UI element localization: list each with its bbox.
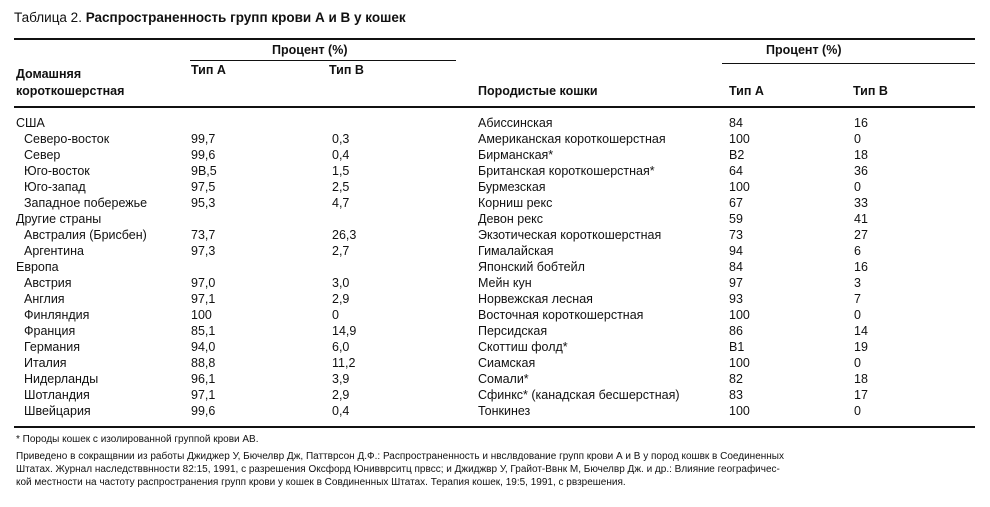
- type-b-value: 0: [854, 180, 861, 194]
- breed-name: Норвежская лесная: [478, 292, 593, 306]
- type-a-value: 82: [729, 372, 743, 386]
- type-b-value: 0: [854, 356, 861, 370]
- type-a-value: 100: [729, 404, 750, 418]
- type-b-value: 0: [854, 404, 861, 418]
- type-b-value: 6: [854, 244, 861, 258]
- left-percent-header: Процент (%): [272, 43, 348, 57]
- type-b-value: 0,4: [332, 404, 350, 418]
- type-a-value: 100: [729, 180, 750, 194]
- breed-name: Корниш рекс: [478, 196, 553, 210]
- type-a-value: 97,5: [191, 180, 216, 194]
- type-a-value: 100: [729, 308, 750, 322]
- type-a-value: 93: [729, 292, 743, 306]
- breed-name: Британская короткошерстная*: [478, 164, 655, 178]
- row-name: Аргентина: [24, 244, 84, 258]
- row-name: Франция: [24, 324, 76, 338]
- type-b-value: 0: [854, 132, 861, 146]
- type-a-value: 73: [729, 228, 743, 242]
- type-b-value: 2,7: [332, 244, 350, 258]
- type-a-value: В1: [729, 340, 745, 354]
- breed-name: Мейн кун: [478, 276, 532, 290]
- type-a-value: 100: [191, 308, 212, 322]
- type-b-value: 3: [854, 276, 861, 290]
- left-name-header-line2: короткошерстная: [16, 84, 125, 98]
- table-title-main: Распространенность групп крови А и В у кошек: [85, 10, 406, 25]
- row-name: Север: [24, 148, 61, 162]
- type-b-value: 0: [854, 308, 861, 322]
- header-bottom-rule: [14, 106, 975, 108]
- type-a-value: 83: [729, 388, 743, 402]
- footnote-source-line-3: кой местности на частоту распространения групп крови у кошек в Совдиненных Штатах. Терапия кошек, 19:5, 1991, с рвзрешения.: [16, 477, 626, 488]
- type-b-value: 18: [854, 148, 868, 162]
- type-b-value: 17: [854, 388, 868, 402]
- type-a-value: 100: [729, 356, 750, 370]
- breed-name: Сомали*: [478, 372, 529, 386]
- type-b-value: 4,7: [332, 196, 350, 210]
- breed-name: Американская короткошерстная: [478, 132, 666, 146]
- left-type-a-header: Тип А: [191, 63, 226, 77]
- type-a-value: 96,1: [191, 372, 216, 386]
- right-type-a-header: Тип А: [729, 84, 764, 98]
- type-a-value: 94: [729, 244, 743, 258]
- type-a-value: 64: [729, 164, 743, 178]
- footnote-source-line-1: Приведено в сокращвнии из работы Джиджер У, Бючелвр Дж, Паттврсон Д.Ф.: Распространенность и нвслвдование групп крови А и В у пород кошвк в Соединенных: [16, 451, 784, 462]
- row-name: Германия: [24, 340, 81, 354]
- type-b-value: 14: [854, 324, 868, 338]
- row-name: Северо-восток: [24, 132, 110, 146]
- type-a-value: 97,1: [191, 388, 216, 402]
- type-a-value: 86: [729, 324, 743, 338]
- type-a-value: 95,3: [191, 196, 216, 210]
- right-name-header: Породистые кошки: [478, 84, 598, 98]
- type-a-value: 97,1: [191, 292, 216, 306]
- type-a-value: 99,6: [191, 148, 216, 162]
- bottom-rule: [14, 426, 975, 428]
- breed-name: Бурмезская: [478, 180, 546, 194]
- type-b-value: 19: [854, 340, 868, 354]
- footnote-asterisk: * Породы кошек с изолированной группой крови АВ.: [16, 434, 259, 445]
- row-name: Юго-восток: [24, 164, 90, 178]
- type-b-value: 2,9: [332, 292, 350, 306]
- row-name: Швейцария: [24, 404, 91, 418]
- type-a-value: 73,7: [191, 228, 216, 242]
- type-a-value: 94,0: [191, 340, 216, 354]
- type-b-value: 0: [332, 308, 339, 322]
- top-rule: [14, 38, 975, 40]
- type-a-value: 59: [729, 212, 743, 226]
- row-name: Нидерланды: [24, 372, 99, 386]
- row-name: Финляндия: [24, 308, 90, 322]
- breed-name: Японский бобтейл: [478, 260, 585, 274]
- right-type-b-header: Тип В: [853, 84, 888, 98]
- row-name: Австралия (Брисбен): [24, 228, 147, 242]
- group-label: Другие страны: [16, 212, 102, 226]
- row-name: Шотландия: [24, 388, 90, 402]
- left-name-header-line1: Домашняя: [16, 67, 82, 81]
- breed-name: Абиссинская: [478, 116, 553, 130]
- row-name: Западное побережье: [24, 196, 148, 210]
- type-b-value: 3,0: [332, 276, 350, 290]
- row-name: Австрия: [24, 276, 72, 290]
- footnote-source-line-2: Штатах. Журнал наследстввнности 82:15, 1991, с разрешения Оксфорд Юнивврситц првсс; и Джиджвр У, Грайот-Ввнк М, Бючелвр Дж. и др.: Влияние географичес-: [16, 464, 780, 475]
- type-b-value: 27: [854, 228, 868, 242]
- type-a-value: 84: [729, 260, 743, 274]
- type-a-value: 67: [729, 196, 743, 210]
- breed-name: Девон рекс: [478, 212, 544, 226]
- type-b-value: 3,9: [332, 372, 350, 386]
- left-percent-underline: [190, 60, 456, 61]
- type-b-value: 7: [854, 292, 861, 306]
- type-b-value: 1,5: [332, 164, 350, 178]
- group-label: США: [16, 116, 45, 130]
- table-title: [14, 10, 406, 25]
- type-b-value: 16: [854, 260, 868, 274]
- breed-name: Гималайская: [478, 244, 554, 258]
- right-percent-header: Процент (%): [766, 43, 842, 57]
- breed-name: Экзотическая короткошерстная: [478, 228, 662, 242]
- row-name: Юго-запад: [24, 180, 86, 194]
- type-b-value: 6,0: [332, 340, 350, 354]
- breed-name: Сиамская: [478, 356, 536, 370]
- breed-name: Сфинкс* (канадская бесшерстная): [478, 388, 680, 402]
- type-b-value: 14,9: [332, 324, 357, 338]
- row-name: Италия: [24, 356, 67, 370]
- type-a-value: 88,8: [191, 356, 216, 370]
- type-b-value: 26,3: [332, 228, 357, 242]
- type-b-value: 11,2: [332, 356, 356, 370]
- type-b-value: 0,3: [332, 132, 350, 146]
- type-a-value: 97,3: [191, 244, 216, 258]
- breed-name: Восточная короткошерстная: [478, 308, 644, 322]
- breed-name: Бирманская*: [478, 148, 554, 162]
- breed-name: Тонкинез: [478, 404, 531, 418]
- type-a-value: 9В,5: [191, 164, 217, 178]
- type-b-value: 36: [854, 164, 868, 178]
- type-b-value: 33: [854, 196, 868, 210]
- type-a-value: 99,7: [191, 132, 216, 146]
- breed-name: Скоттиш фолд*: [478, 340, 568, 354]
- type-a-value: 84: [729, 116, 743, 130]
- type-b-value: 2,5: [332, 180, 350, 194]
- right-percent-underline: [722, 63, 975, 64]
- type-a-value: 99,6: [191, 404, 216, 418]
- type-b-value: 2,9: [332, 388, 350, 402]
- type-a-value: 97: [729, 276, 743, 290]
- type-b-value: 18: [854, 372, 868, 386]
- group-label: Европа: [16, 260, 59, 274]
- type-b-value: 41: [854, 212, 868, 226]
- table-title-prefix: Таблица 2.: [14, 10, 82, 25]
- type-a-value: 85,1: [191, 324, 216, 338]
- type-b-value: 16: [854, 116, 868, 130]
- type-a-value: 97,0: [191, 276, 216, 290]
- left-type-b-header: Тип В: [329, 63, 364, 77]
- type-a-value: В2: [729, 148, 745, 162]
- type-a-value: 100: [729, 132, 750, 146]
- type-b-value: 0,4: [332, 148, 350, 162]
- breed-name: Персидская: [478, 324, 548, 338]
- row-name: Англия: [24, 292, 65, 306]
